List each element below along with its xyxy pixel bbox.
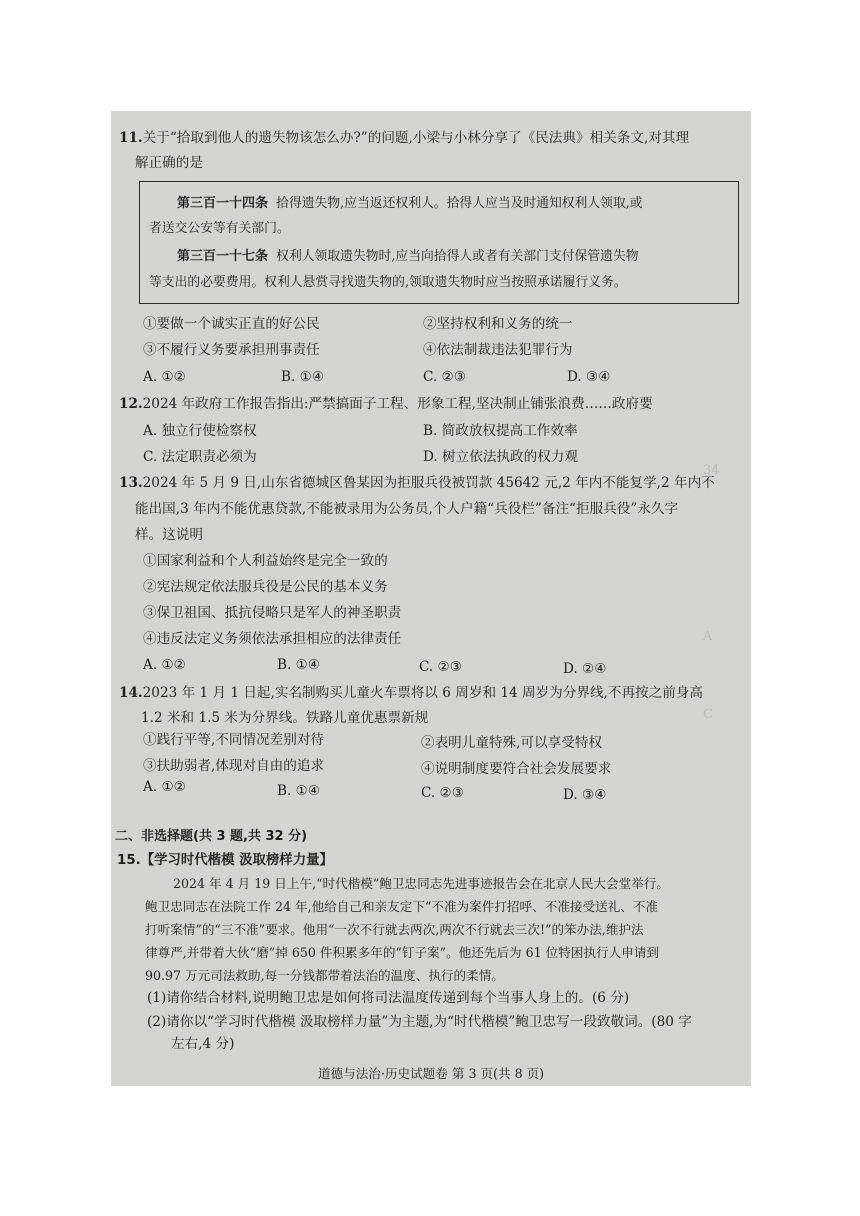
q15-subquestion-2-line2: 左右,4 分) [171, 1036, 235, 1052]
q14-option-a: A. ①② [143, 779, 186, 795]
q11-statement-2: ②坚持权利和义务的统一 [423, 316, 573, 332]
q13-stem-line2: 能出国,3 年内不能优惠贷款,不能被录用为公务员,个人户籍“兵役栏”备注“拒服兵役”永久字 [135, 501, 679, 517]
q14-option-c: C. ②③ [421, 785, 464, 801]
q12-option-a: A. 独立行使检察权 [143, 423, 257, 439]
q14-option-b: B. ①④ [277, 783, 321, 799]
q11-option-b: B. ①④ [281, 369, 325, 385]
q14-number: 14. [119, 685, 143, 701]
q15-material-line3: 打听案情”的“三不准”要求。他用“一次不行就去两次,两次不行就去三次!”的笨办法,维护法 [145, 922, 644, 937]
q13-option-c: C. ②③ [419, 659, 462, 675]
q13-stem-line3: 样。这说明 [135, 527, 203, 543]
q15-material-line4: 律尊严,并带着大伙“磨”掉 650 件积累多年的“钉子案”。他还先后为 61 位特困执行人申请到 [145, 945, 660, 960]
bleed-through-text: 34 [703, 463, 720, 478]
civil-code-articles-box [139, 181, 739, 304]
article-317-line1: 第三百一十七条 权利人领取遗失物时,应当向拾得人或者有关部门支付保管遗失物 [177, 249, 639, 264]
q15-subquestion-1: (1)请你结合材料,说明鲍卫忠是如何将司法温度传递到每个当事人身上的。(6 分) [147, 990, 630, 1006]
q11-option-a: A. ①② [143, 369, 186, 385]
exam-page [111, 111, 751, 1086]
q15-material-line1: 2024 年 4 月 19 日上午,“时代楷模”鲍卫忠同志先进事迹报告会在北京人民大会堂举行。 [173, 876, 669, 891]
q14-stem-line2: 1.2 米和 1.5 米为分界线。铁路儿童优惠票新规 [141, 710, 429, 726]
q15-material-line5: 90.97 万元司法救助,每一分钱都带着法治的温度、执行的柔情。 [145, 968, 504, 983]
q14-statement-2: ②表明儿童特殊,可以享受特权 [421, 735, 603, 751]
q14-stem-line1: 14.2023 年 1 月 1 日起,实名制购买儿童火车票将以 6 周岁和 14 周岁为分界线,不再按之前身高 [119, 685, 704, 701]
q14-option-d: D. ③④ [563, 787, 607, 803]
q12-number: 12. [119, 396, 143, 412]
q11-stem-line2: 解正确的是 [135, 155, 203, 171]
q13-statement-4: ④违反法定义务须依法承担相应的法律责任 [143, 631, 402, 647]
bleed-through-text: A [703, 629, 713, 644]
q13-number: 13. [119, 475, 143, 491]
q11-statement-4: ④依法制裁违法犯罪行为 [423, 342, 573, 358]
q14-statement-3: ③扶助弱者,体现对自由的追求 [143, 758, 325, 774]
q13-statement-2: ②宪法规定依法服兵役是公民的基本义务 [143, 579, 388, 595]
q13-stem-line1: 13.2024 年 5 月 9 日,山东省德城区鲁某因为拒服兵役被罚款 45642 元,2 年内不能复学,2 年内不 [119, 475, 715, 491]
q13-option-a: A. ①② [143, 657, 186, 673]
q11-statement-3: ③不履行义务要承担刑事责任 [143, 342, 320, 358]
page-footer: 道德与法治·历史试题卷 第 3 页(共 8 页) [317, 1066, 545, 1081]
article-314-line2: 者送交公安等有关部门。 [149, 221, 290, 236]
q11-option-d: D. ③④ [567, 369, 611, 385]
q11-option-c: C. ②③ [423, 369, 466, 385]
q14-statement-1: ①践行平等,不同情况差别对待 [143, 732, 325, 748]
article-314-title: 第三百一十四条 [177, 196, 269, 211]
q14-statement-4: ④说明制度要符合社会发展要求 [421, 761, 612, 777]
q13-statement-3: ③保卫祖国、抵抗侵略只是军人的神圣职责 [143, 605, 402, 621]
article-317-title: 第三百一十七条 [177, 249, 269, 264]
q13-option-d: D. ②④ [563, 661, 607, 677]
q11-statement-1: ①要做一个诚实正直的好公民 [143, 316, 320, 332]
q12-option-d: D. 树立依法执政的权力观 [423, 449, 578, 465]
q15-title-line [117, 851, 333, 871]
q11-number: 11. [119, 130, 143, 146]
section-2-heading: 二、非选择题(共 3 题,共 32 分) [115, 829, 308, 844]
q12-option-c: C. 法定职责必须为 [143, 449, 257, 465]
bleed-through-text: C [703, 707, 713, 722]
q15-number: 15. [117, 853, 141, 868]
article-317-line2: 等支出的必要费用。权利人悬赏寻找遗失物的,领取遗失物时应当按照承诺履行义务。 [149, 275, 627, 290]
article-314-line1: 第三百一十四条 拾得遗失物,应当返还权利人。拾得人应当及时通知权利人领取,或 [177, 196, 643, 211]
q13-option-b: B. ①④ [277, 657, 321, 673]
q15-material-line2: 鲍卫忠同志在法院工作 24 年,他给自己和亲友定下“不准为案件打招呼、不准接受送礼、不准 [145, 899, 659, 914]
q12-option-b: B. 简政放权提高工作效率 [423, 423, 578, 439]
q15-subquestion-2-line1: (2)请你以“学习时代楷模 汲取榜样力量”为主题,为“时代楷模”鲍卫忠写一段致敬词。(80 字 [147, 1014, 692, 1030]
q13-statement-1: ①国家利益和个人利益始终是完全一致的 [143, 553, 388, 569]
q12-stem: 12.2024 年政府工作报告指出:严禁搞面子工程、形象工程,坚决制止铺张浪费……政府要 [119, 396, 653, 412]
q11-stem-line1: 11.关于“拾取到他人的遗失物该怎么办?”的问题,小梁与小林分享了《民法典》相关条文,对其理 [119, 130, 690, 146]
q15-title: 【学习时代楷模 汲取榜样力量】 [140, 853, 333, 868]
